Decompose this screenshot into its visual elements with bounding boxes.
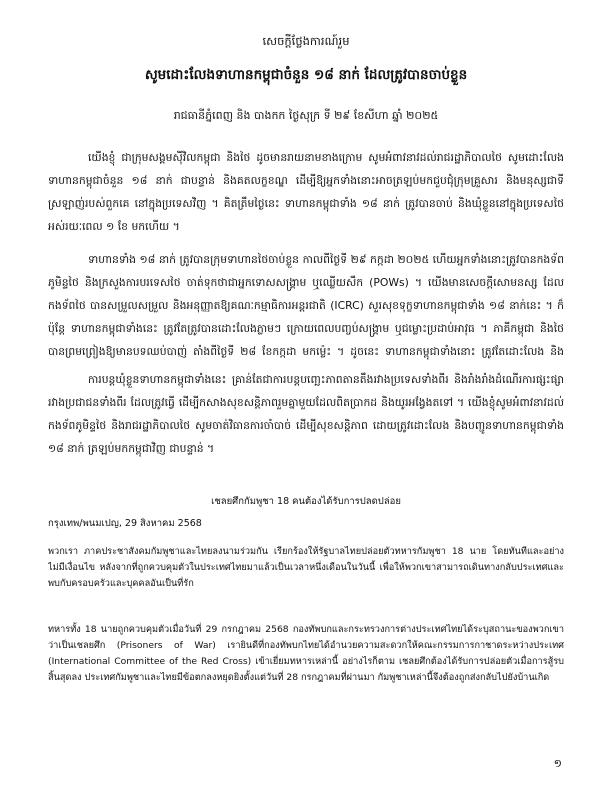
thai-paragraph-1-text: พวกเรา ภาคประชาสังคมกัมพูชาและไทยลงนามร่วมกัน เรียกร้องให้รัฐบาลไทยปล่อยตัวทหารกัมพูชา 18 นาย โดยทันทีและอย่างไม่มีเงื่อนไข หลังจากที่ถูกควบคุมตัวในประเทศไทยมาแล้วเป็นเวลาหนึ่งเดือนในวันนี้ เพื่อให้พวกเขาสามารถเดินทางกลับประเทศและพบกับครอบครัวและบุคคลอันเป็นที่รัก [48,546,564,589]
khmer-dateline: រាជធានីភ្នំពេញ និង បាងកក ថ្ងៃសុក្រ ទី ២៩ ខែសីហា ឆ្នាំ ២០២៥ [173,109,439,122]
thai-paragraph-1 [48,544,564,610]
thai-dateline: กรุงเทพ/พนมเปญ, 29 สิงหาคม 2568 [48,518,202,529]
thai-paragraph-2 [48,622,564,688]
khmer-paragraph-2 [48,248,564,364]
khmer-paragraph-3-text: ការបន្តឃុំខ្លួនទាហានកម្ពុជាទាំងនេះ គ្រាន់តែជាការបន្តបញ្ឆេះភាពតានតឹងរវាងប្រទេសទាំងពីរ និងរាំងរាំងដំណើរការផ្សះផ្សារវាងប្រជាជនទាំងពីរ ដែលត្រូវធ្វើ ដើម្បីកសាងសុខសន្តិភាពរួមគ្នាមួយដែលពិតប្រាកដ និងយូរអង្វែងតទៅ ។ យើងខ្ញុំសូមអំពាវនាវដល់កងទ័ពភូមិន្ទថៃ និងរាជរដ្ឋាភិបាលថៃ សូមចាត់វិធានការចាំបាច់ ដើម្បីសុខសន្តិភាព ដោយត្រូវដោះលែង និងបញ្ជូនទាហានកម្ពុជាទាំង ១៨ នាក់ ត្រឡប់មកកម្ពុជាវិញ ជាបន្ទាន់ ។ [48,373,564,455]
statement-heading: សេចក្តីថ្លែងការណ៍រួម [262,34,350,48]
khmer-paragraph-1 [48,146,564,242]
thai-paragraph-2-text: ทหารทั้ง 18 นายถูกควบคุมตัวเมื่อวันที่ 29 กรกฎาคม 2568 กองทัพบกและกระทรวงการต่างประเทศไทยได้ระบุสถานะของพวกเขาว่าเป็นเชลยศึก (Prisoners of War) เรายินดีที่กองทัพบกไทยได้อำนวยความสะดวกให้คณะกรรมการกาชาดระหว่างประเทศ (International Committee of the Red Cross) เข้าเยี่ยมทหารเหล่านี้ อย่างไรก็ตาม เชลยศึกต้องได้รับการปล่อยตัวเมื่อการสู้รบสิ้นสุดลง ประเทศกัมพูชาและไทยมีข้อตกลงหยุดยิงตั้งแต่วันที่ 28 กรกฎาคมที่ผ่านมา กัมพูชาเหล่านี้จึงต้องถูกส่งกลับไปยังบ้านเกิด [48,624,564,683]
page-number: ១ [553,757,562,770]
khmer-paragraph-3 [48,368,564,464]
thai-title: เชลยศึกกัมพูชา 18 คนต้องได้รับการปลดปล่อย [211,496,401,507]
khmer-paragraph-1-text: យើងខ្ញុំ ជាក្រុមសង្គមស៊ីវិលកម្ពុជា និងថៃ ដូចមានរាយនាមខាងក្រោម សូមអំពាវនាវដល់រាជរដ្ឋាភិបាលថៃ សូមដោះលែងទាហានកម្ពុជាចំនួន ១៨ នាក់ ជាបន្ទាន់ និងគតលក្ខខណ្ឌ ដើម្បីឱ្យអ្នកទាំងនោះអាចត្រឡប់មកជួបជុំក្រុមគ្រួសារ និងមនុស្សជាទីស្រឡាញ់របស់ពួកគេ នៅក្នុងប្រទេសវិញ ។ គិតត្រឹមថ្ងៃនេះ ទាហានកម្ពុជាទាំង ១៨ នាក់ ត្រូវបានចាប់ និងឃុំខ្លួននៅក្នុងប្រទេសថៃ អស់រយៈពេល ១ ខែ មកហើយ ។ [48,151,564,233]
statement-title: សូមដោះលែងទាហានកម្ពុជាចំនួន ១៨ នាក់ ដែលត្រូវបានចាប់ខ្លួន [144,67,468,83]
khmer-paragraph-2-text: ទាហានទាំង ១៨ នាក់ ត្រូវបានក្រុមទាហានថៃចាប់ខ្លួន កាលពីថ្ងៃទី ២៩ កក្កដា ២០២៥ ហើយអ្នកទាំងនោះត្រូវបានកងទ័ពភូមិន្ទថៃ និងក្រសួងការបរទេសថៃ ចាត់ទុកថាជាអ្នកទោសសង្គ្រាម ឬឈ្លើយសឹក (POWs) ។ យើងមានសេចក្តីសោមនស្ស ដែលកងទ័ពថៃ បានសម្រួលសម្រួល និងអនុញ្ញាតឱ្យគណៈកម្មាធិការអន្តរជាតិ (ICRC) សួរសុខទុក្ខទាហានកម្ពុជាទាំង ១៨ នាក់នេះ ។ ក៏ប៉ុន្តែ ទាហានកម្ពុជាទាំងនេះ ត្រូវតែត្រូវបានដោះលែងភ្លាមៗ ក្រោយពេលបញ្ចប់សង្គ្រាម ឬជម្លោះប្រដាប់អាវុធ ។ ភាគីកម្ពុជា និងថៃ បានព្រមព្រៀងឱ្យមានបទឈប់បាញ់ តាំងពីថ្ងៃទី ២៨ ខែកក្កដា មកម្ល៉េះ ។ ដូចនេះ ទាហានកម្ពុជាទាំងនោះ ត្រូវតែដោះលែង និង [48,253,564,358]
